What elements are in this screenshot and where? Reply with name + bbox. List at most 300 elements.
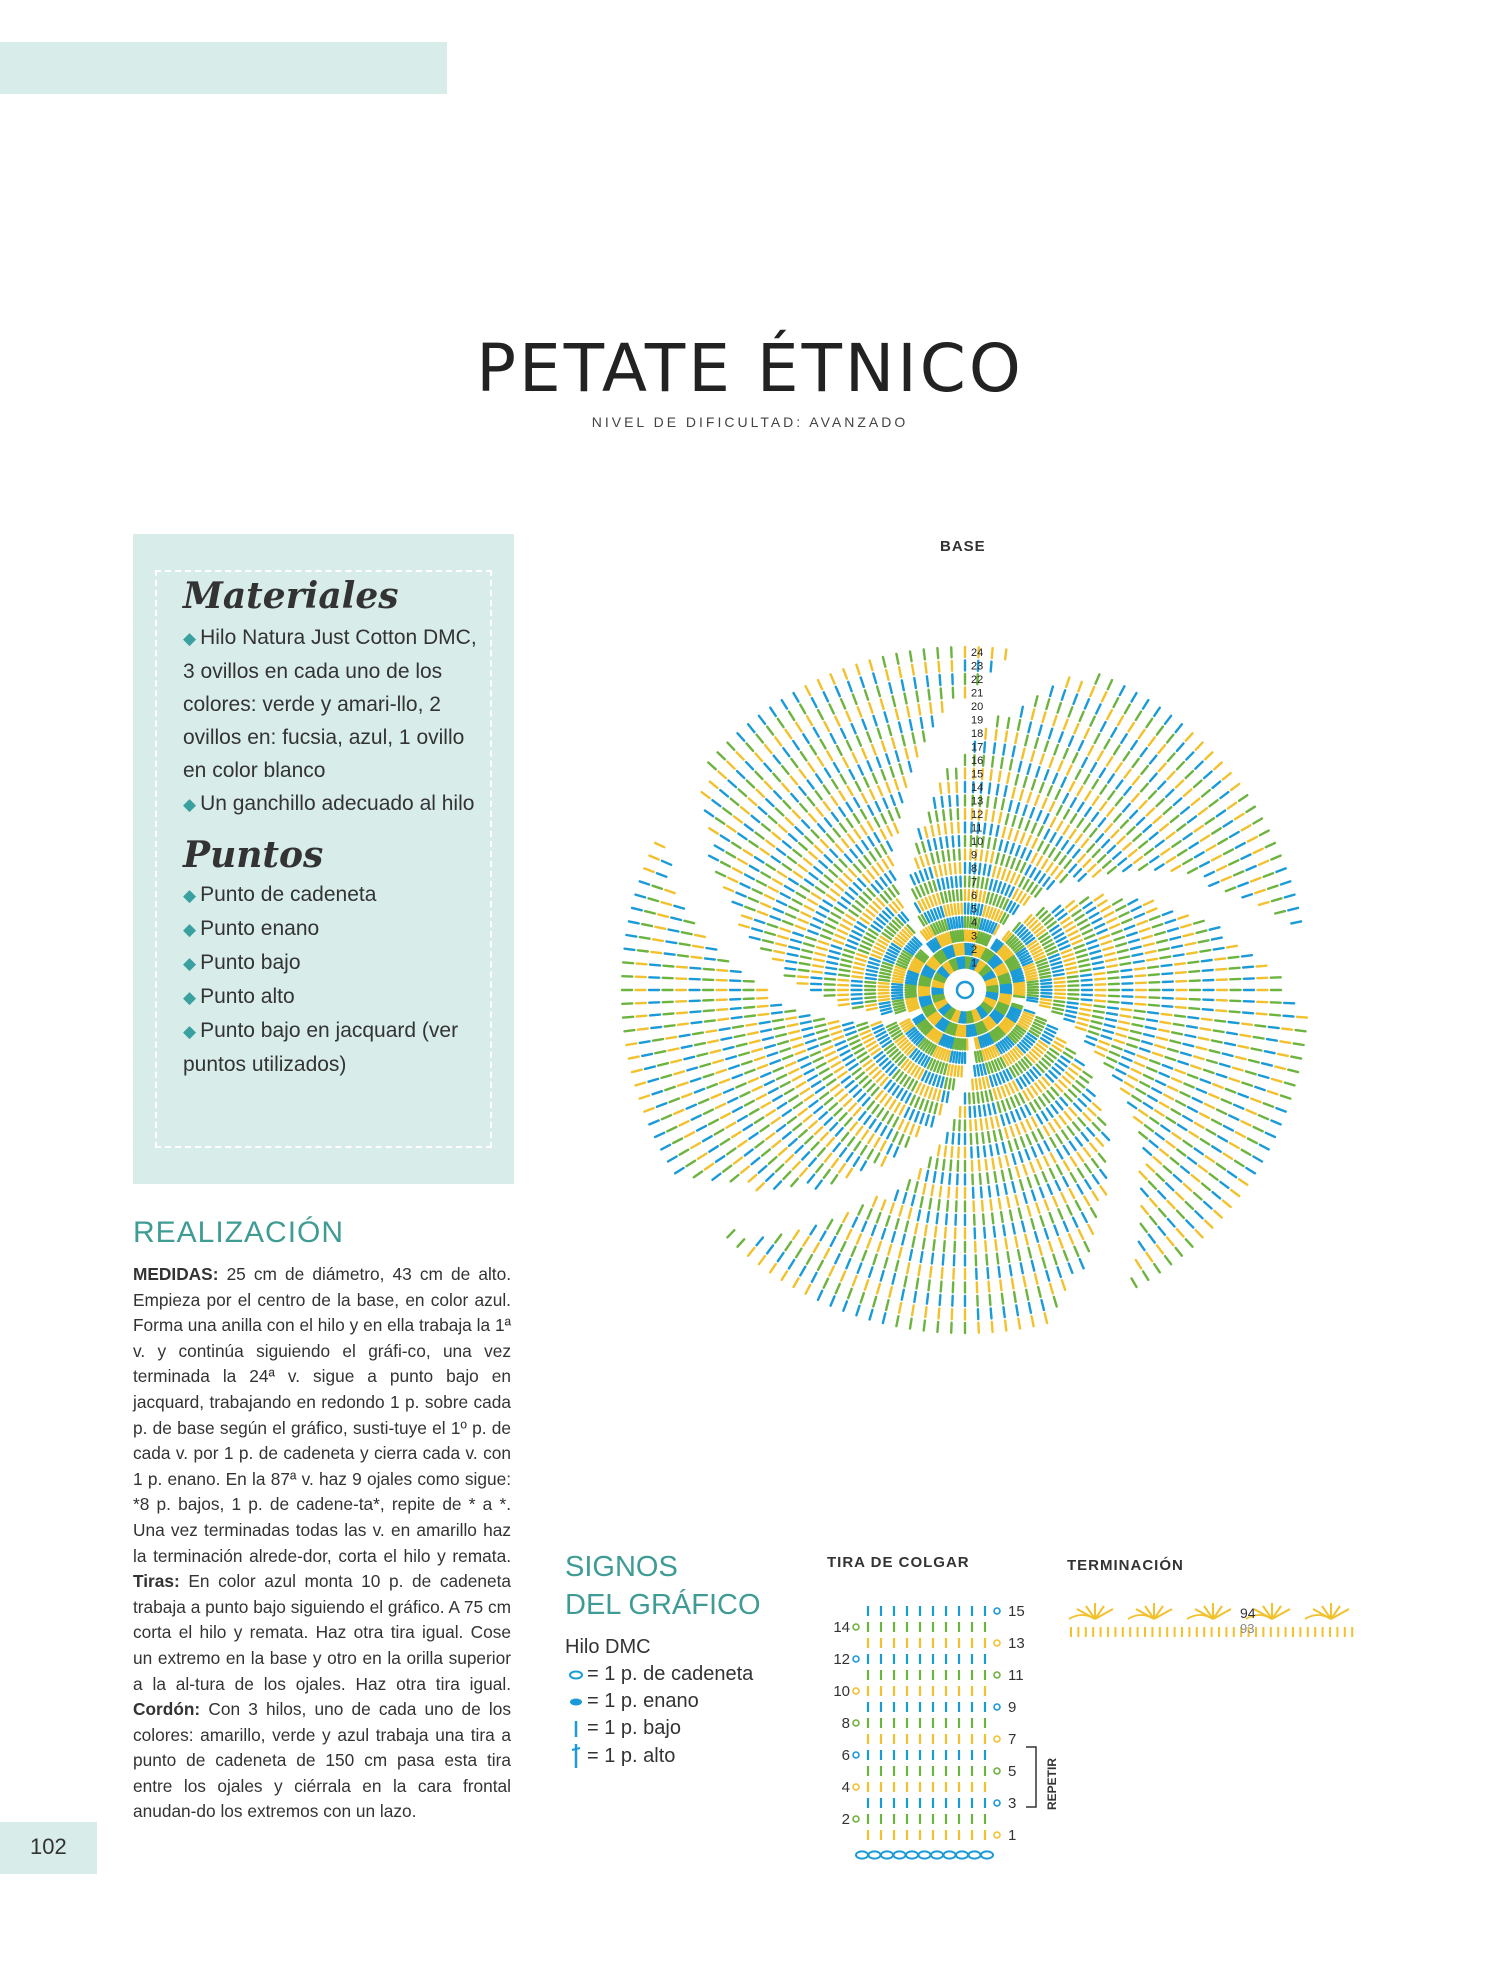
stitch-mark [749, 798, 757, 805]
instructions-text: MEDIDAS: 25 cm de diámetro, 43 cm de alto. Empieza por el centro de la base, en color azul. Forma una anilla con el hilo y en ella trabaja la 1ª v. y continúa siguiendo el gráfi-co, una vez terminada la 24ª v. sigue a punto bajo en jacquard, trabajando en redondo 1 p. sobre cada p. de base según el gráfico, susti-tuye el 1º p. de cada v. por 1 p. de cadeneta y cierra cada v. con 1 p. enano. En la 87ª v. haz 9 ojales como sigue: *8 p. bajos, 1 p. de cadene-ta*, repite de * a *. Una vez terminadas todas las v. en amarillo haz la terminación alrede-dor, corta el hilo y remata. Tiras: En color azul monta 10 p. de cadeneta trabaja a punto bajo siguiendo el gráfico. A 75 cm corta el hilo y remata. Haz otra tira igual. Cose un extremo en la base y otro en la orilla superior a la al-tura de los ojales. Haz otra tira igual. Cordón: Con 3 hilos, uno de cada uno de los colores: amarillo, verde y azul trabaja una tira a punto de cadeneta de 150 cm pasa esta tira entre los ojales y ciérrala en la cara frontal anudan-do los extremos con un lazo. [133, 1264, 511, 1822]
stitch-mark [1062, 778, 1066, 787]
stitch-mark [857, 737, 861, 746]
stitch-mark [1099, 1154, 1105, 1162]
stitch-mark [1189, 843, 1197, 848]
stitch-mark [1177, 762, 1184, 769]
stitch-mark [1074, 1104, 1081, 1111]
stitch-mark [1029, 723, 1031, 733]
stitch-mark [812, 1273, 817, 1282]
stitch-mark [1288, 1070, 1298, 1072]
stitch-mark [761, 903, 770, 907]
stitch-mark [893, 696, 895, 706]
stitch-mark [802, 821, 809, 828]
difficulty-subtitle: NIVEL DE DIFICULTAD: AVANZADO [591, 414, 909, 430]
stitch-mark [1106, 959, 1116, 961]
stitch-mark [729, 781, 737, 788]
stitch-mark [943, 1255, 944, 1265]
stitch-mark [1106, 1019, 1116, 1021]
stitch-mark [1043, 712, 1046, 722]
stitch-mark [896, 1219, 899, 1229]
stitch-mark [873, 1071, 880, 1078]
stitch-mark [712, 1174, 720, 1180]
stitch-mark [805, 906, 814, 911]
stitch-mark [1103, 947, 1113, 950]
stitch-mark [1136, 712, 1141, 721]
stitch-mark [793, 850, 801, 856]
stitch-mark [1145, 849, 1153, 855]
stitch-mark [845, 1027, 855, 1030]
stitch-mark [932, 717, 933, 727]
stitch-mark [1056, 871, 1062, 879]
stitch-mark [1019, 762, 1021, 772]
stitch-mark [1134, 961, 1144, 963]
stitch-mark [717, 1070, 727, 1073]
stitch-mark [1164, 807, 1172, 814]
stitch-mark [1022, 1222, 1024, 1232]
stitch-mark [858, 879, 865, 886]
stitch-mark [716, 1156, 724, 1162]
stitch-mark [1204, 1070, 1214, 1073]
stitch-mark [1189, 971, 1199, 972]
stitch-mark [1187, 1026, 1197, 1028]
round-number-label: 3 [971, 930, 978, 943]
stitch-mark [988, 1268, 989, 1278]
stitch-mark [748, 724, 754, 732]
stitch-mark [1039, 1245, 1042, 1255]
stitch-mark [1186, 1202, 1193, 1209]
stitch-mark [840, 1148, 846, 1156]
stitch-mark [728, 878, 737, 882]
turning-chain-mark [994, 1672, 1000, 1678]
stitch-mark [1054, 1226, 1058, 1235]
stitch-mark [1087, 908, 1096, 913]
stitch-mark [873, 1197, 877, 1206]
stitch-mark [991, 1200, 992, 1210]
stitch-mark [1103, 861, 1111, 868]
stitch-mark [650, 965, 660, 966]
stitch-mark [852, 998, 862, 999]
stitch-mark [1078, 1118, 1085, 1126]
stitch-mark [1192, 799, 1200, 805]
stitch-mark [885, 892, 891, 900]
stitch-mark [1162, 1014, 1172, 1015]
stitch-mark [1045, 770, 1049, 779]
stitch-mark [865, 982, 875, 983]
stitch-mark [1009, 1084, 1013, 1093]
stitch-mark [814, 918, 823, 922]
stitch-mark [873, 951, 882, 955]
stitch-mark [793, 1124, 801, 1130]
stitch-mark [665, 1025, 675, 1026]
stitch-mark [1082, 758, 1087, 767]
stitch-mark [959, 917, 960, 927]
stitch-mark [1009, 1141, 1012, 1151]
stitch-mark [900, 1106, 905, 1115]
stitch-mark [1054, 978, 1064, 979]
stitch-mark [1065, 860, 1071, 868]
stitch-mark [1220, 1182, 1228, 1188]
stitch-mark [666, 942, 676, 944]
stitch-mark [985, 729, 986, 739]
stitch-mark [975, 1052, 977, 1062]
stitch-mark [809, 852, 817, 859]
stitch-mark [988, 1105, 990, 1115]
turning-chain-mark [853, 1720, 859, 1726]
stitch-mark [724, 1047, 734, 1049]
turning-chain-mark [994, 1800, 1000, 1806]
stitch-mark [1195, 762, 1202, 769]
chain-oval-icon [565, 1670, 587, 1680]
stitch-mark [820, 1093, 828, 1099]
stitch-mark [1147, 719, 1153, 727]
stitch-mark [774, 909, 783, 913]
stitch-mark [796, 723, 801, 732]
stitch-mark [1064, 1146, 1069, 1155]
stitch-mark [1090, 717, 1094, 726]
stitch-mark [938, 825, 940, 835]
stitch-mark [836, 687, 840, 696]
stitch-mark [1142, 1206, 1148, 1214]
stitch-mark [1122, 977, 1132, 978]
stitch-mark [687, 1068, 697, 1071]
stitch-mark [1108, 791, 1114, 799]
stitch-mark [991, 852, 993, 862]
stitch-mark [1054, 1297, 1057, 1307]
stitch-mark [1061, 875, 1068, 883]
stitch-mark [755, 920, 765, 923]
stitch-mark [990, 880, 992, 890]
stitch-mark [994, 881, 997, 891]
stitch-mark [800, 770, 806, 778]
stitch-mark [1045, 1141, 1050, 1150]
stitch-mark [881, 895, 888, 903]
stitch-mark [1223, 1201, 1231, 1207]
stitch-mark [1080, 1077, 1088, 1083]
stitch-mark [989, 1282, 990, 1292]
stitch-mark [1146, 1027, 1156, 1029]
stitch-mark [1031, 751, 1034, 761]
stitch-mark [832, 797, 838, 805]
stitch-mark [1043, 799, 1047, 808]
stitch-mark [856, 845, 862, 853]
stitch-mark [808, 1046, 817, 1050]
stitch-mark [953, 891, 954, 901]
stitch-mark [929, 1280, 930, 1290]
stitch-mark [1227, 946, 1237, 948]
stitch-mark [799, 787, 805, 795]
stitch-mark [1202, 1184, 1210, 1190]
stitch-mark [870, 1310, 873, 1320]
stitch-mark [1056, 1181, 1060, 1190]
stitch-mark [802, 1028, 812, 1030]
stitch-mark [805, 1137, 812, 1144]
stitch-mark [708, 763, 715, 770]
stitch-mark [1024, 1193, 1027, 1203]
stitch-mark [1194, 1193, 1202, 1200]
stitch-mark [1282, 1029, 1292, 1030]
stitch-mark [726, 852, 735, 857]
stitch-mark [1101, 722, 1106, 731]
stitch-mark [1234, 871, 1243, 875]
stitch-mark [892, 1232, 895, 1242]
stitch-mark [984, 1106, 986, 1116]
stitch-mark [873, 774, 877, 783]
stitch-mark [809, 1121, 817, 1128]
stitch-mark [623, 962, 633, 963]
stitch-mark [757, 1095, 766, 1100]
stitch-mark [1013, 1154, 1016, 1164]
stitch-mark [850, 936, 859, 940]
stitch-mark [893, 978, 903, 980]
stitch-mark [1093, 1123, 1100, 1130]
stitch-mark [870, 906, 878, 913]
stitch-mark [939, 662, 940, 672]
stitch-mark [678, 955, 688, 956]
stitch-mark [859, 950, 868, 954]
stitch-mark [1041, 754, 1044, 764]
stitch-mark [992, 757, 993, 767]
stitch-mark [880, 1005, 890, 1007]
stitch-mark [861, 946, 870, 950]
turning-chain-mark [853, 1624, 859, 1630]
diamond-bullet-icon: ◆ [183, 795, 197, 814]
stitch-mark [1041, 996, 1051, 997]
stitch-mark [1150, 1118, 1158, 1124]
stitch-mark [662, 1115, 671, 1119]
stitch-mark [759, 1166, 767, 1173]
stitch-mark [692, 1115, 701, 1119]
stitch-mark [746, 762, 753, 769]
stitch-mark [684, 921, 694, 923]
stitch-mark [1132, 1278, 1137, 1287]
stitch-mark [931, 854, 933, 864]
stitch-mark [860, 897, 868, 904]
stitch-mark [854, 1090, 861, 1097]
stitch-mark [1012, 1182, 1014, 1192]
stitch-mark [745, 1070, 754, 1074]
stitch-mark [1123, 843, 1131, 850]
diamond-bullet-icon: ◆ [183, 920, 197, 939]
stitch-mark [1057, 806, 1062, 815]
stitch-mark [1084, 1197, 1089, 1206]
stitch-mark [891, 767, 894, 777]
stitch-mark [1272, 1079, 1282, 1082]
stitch-mark [982, 878, 984, 888]
stitch-mark [1001, 1115, 1004, 1125]
list-item: ◆ Punto bajo en jacquard (ver puntos utilizados) [183, 1019, 459, 1076]
stitch-mark [885, 1097, 891, 1105]
stitch-mark [1090, 829, 1096, 837]
stitch-mark [918, 1211, 920, 1221]
stitch-mark [1040, 783, 1044, 792]
round-number-label: 19 [971, 714, 984, 727]
stitch-mark [1053, 1255, 1056, 1265]
stitch-mark [1038, 1145, 1042, 1154]
stitch-mark [786, 1062, 795, 1066]
stitch-mark [682, 932, 692, 934]
stitch-mark [1178, 1061, 1188, 1064]
stitch-mark [895, 1103, 900, 1112]
turning-chain-mark [994, 1608, 1000, 1614]
stitch-mark [1108, 867, 1116, 873]
stitch-mark [1052, 1105, 1058, 1113]
stitch-mark [897, 1089, 902, 1097]
stitch-mark [1069, 1108, 1076, 1116]
stitch-mark [832, 813, 838, 821]
stitch-mark [710, 782, 718, 788]
stitch-mark [1047, 863, 1053, 871]
stitch-mark [938, 880, 940, 890]
stitch-mark [695, 1043, 705, 1045]
stitch-mark [1018, 1250, 1020, 1260]
stitch-mark [921, 1252, 923, 1262]
stitch-mark [846, 915, 854, 920]
stitch-mark [1144, 944, 1154, 946]
stitch-mark [1129, 850, 1137, 856]
stitch-mark [942, 702, 943, 712]
stitch-mark [1044, 1157, 1048, 1166]
stitch-mark [667, 1127, 676, 1131]
stitch-mark [1099, 818, 1105, 826]
stitch-mark [886, 754, 889, 764]
stitch-mark [1071, 936, 1080, 940]
stitch-mark [739, 925, 749, 928]
stitch-mark [854, 1108, 861, 1116]
stitch-mark [1098, 930, 1107, 934]
stitch-mark [1037, 811, 1041, 820]
stitch-mark [1254, 1037, 1264, 1039]
stitch-mark [867, 910, 875, 916]
stitch-mark [846, 945, 855, 949]
stitch-mark [794, 1278, 799, 1287]
stitch-mark [925, 1101, 928, 1111]
stitch-mark [991, 1309, 992, 1319]
stitch-mark [779, 1148, 787, 1155]
stitch-mark [1268, 886, 1277, 889]
turning-chain-mark [994, 1640, 1000, 1646]
stitch-mark [1118, 716, 1123, 725]
stitch-mark [1195, 1211, 1202, 1218]
stitch-mark [1011, 859, 1015, 868]
stitch-mark [868, 761, 872, 770]
stitch-mark [796, 926, 805, 930]
stitch-mark [791, 940, 801, 943]
stitch-mark [793, 811, 800, 818]
stitch-mark [744, 1125, 752, 1130]
stitch-mark [848, 940, 857, 944]
stitch-mark [732, 1132, 740, 1137]
stitch-mark [623, 1017, 633, 1018]
stitch-mark [896, 709, 898, 719]
stitch-mark [1085, 1041, 1094, 1045]
stitch-mark [1184, 1184, 1192, 1191]
stitch-mark [848, 835, 854, 843]
stitch-mark [986, 851, 988, 861]
stitch-mark [900, 764, 903, 774]
stitch-mark [1009, 888, 1013, 897]
stitch-mark [893, 1000, 903, 1002]
stitch-mark [832, 913, 841, 918]
stitch-mark [1141, 784, 1148, 792]
stitch-mark [1122, 919, 1131, 923]
stitch-mark [835, 1254, 839, 1263]
stitch-mark [1021, 1137, 1025, 1146]
stitch-mark [823, 1046, 832, 1050]
stitch-mark [856, 901, 864, 907]
stitch-mark [1147, 909, 1156, 913]
stitch-mark [1001, 758, 1003, 768]
stitch-mark [916, 1084, 920, 1093]
stitch-mark [830, 1123, 837, 1130]
stitch-mark [850, 1040, 859, 1044]
page-title: PETATE ÉTNICO [476, 330, 1024, 407]
stitch-mark [1098, 751, 1103, 760]
stitch-mark [1003, 1225, 1005, 1235]
stitch-mark [1016, 775, 1018, 785]
stitch-mark [982, 1092, 984, 1102]
turning-chain-mark [853, 1752, 859, 1758]
stitch-mark [954, 1120, 955, 1130]
stitch-mark [711, 1050, 721, 1052]
stitch-mark [814, 867, 822, 873]
stitch-mark [930, 1074, 934, 1083]
stitch-mark [1112, 931, 1121, 935]
stitch-mark [1218, 1136, 1227, 1141]
stitch-mark [921, 718, 923, 728]
stitch-mark [875, 833, 880, 842]
stitch-mark [865, 690, 868, 699]
stitch-mark [1212, 938, 1222, 940]
stitch-mark [1032, 854, 1037, 863]
stitch-mark [857, 1023, 867, 1026]
stitch-mark [879, 980, 889, 981]
stitch-mark [1224, 1126, 1233, 1131]
stitch-mark [870, 958, 880, 961]
stitch-mark [776, 1165, 783, 1172]
stitch-mark [881, 1008, 891, 1010]
stitch-mark [1143, 700, 1148, 709]
stitch-mark [906, 749, 908, 759]
stitch-mark [1050, 1284, 1053, 1294]
stitch-mark [705, 1020, 715, 1021]
turning-chain-mark [994, 1832, 1000, 1838]
stitch-mark [1063, 794, 1068, 803]
stitch-mark [674, 1071, 684, 1074]
stitch-mark [1233, 1068, 1243, 1071]
base-crochet-chart [540, 545, 1400, 1425]
stitch-mark [1010, 760, 1012, 770]
stitch-mark [718, 1019, 728, 1020]
stitch-mark [785, 1089, 794, 1094]
stitch-mark [992, 811, 994, 821]
stitch-mark [1119, 957, 1129, 959]
stitch-mark [856, 782, 861, 791]
stitch-mark [831, 1085, 839, 1091]
stitch-mark [1098, 855, 1105, 862]
stitch-mark [1170, 937, 1180, 939]
stitch-mark [799, 1109, 807, 1115]
stitch-mark [1091, 763, 1096, 772]
stitch-mark [1234, 1105, 1243, 1109]
stitch-mark [887, 1130, 892, 1139]
stitch-mark [820, 881, 828, 887]
stitch-mark [835, 1090, 843, 1096]
stitch-mark [1078, 1169, 1083, 1177]
stitch-mark [1186, 771, 1193, 778]
stitch-mark [748, 1248, 754, 1256]
stitch-mark [831, 674, 835, 683]
stitch-mark [825, 1118, 832, 1125]
